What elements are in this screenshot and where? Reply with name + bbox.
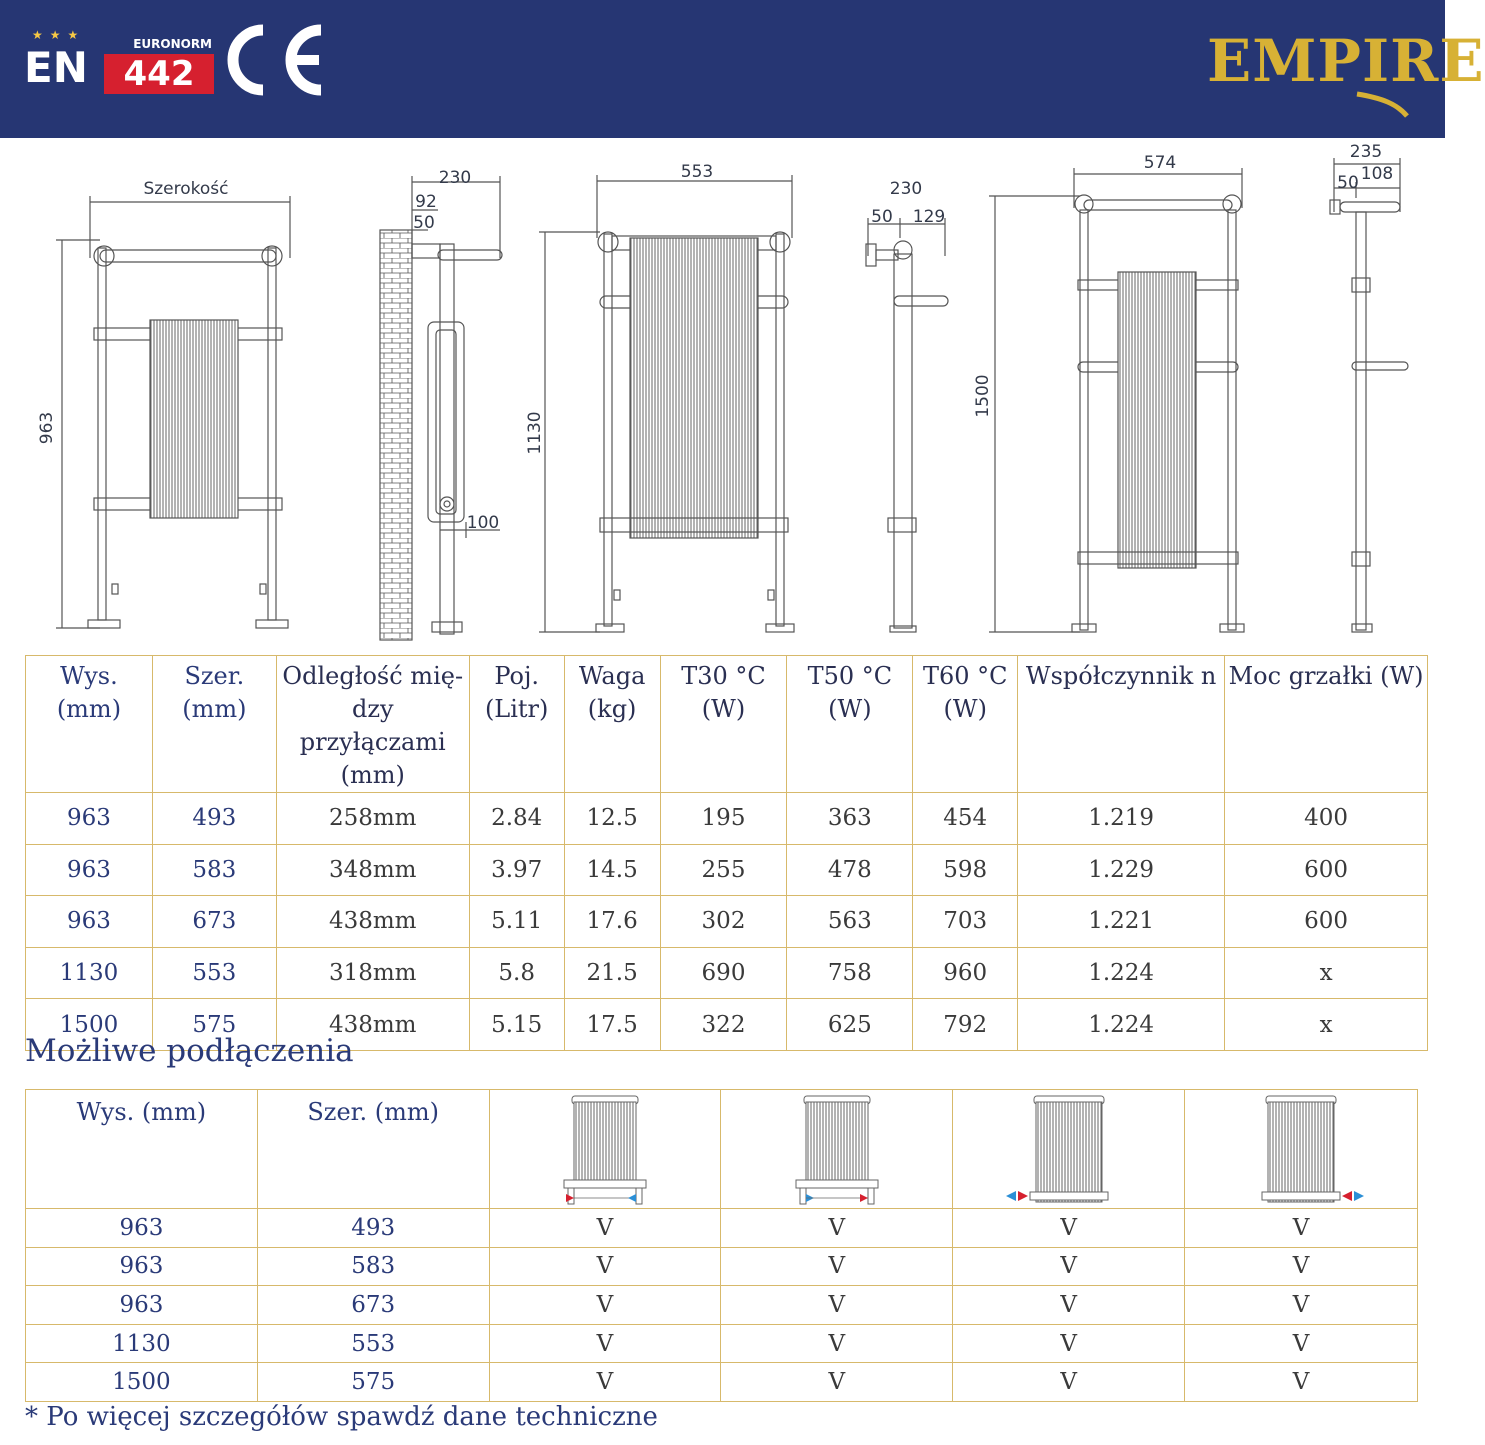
cell: V	[721, 1247, 953, 1286]
cell: 1.219	[1018, 793, 1225, 845]
spec-table	[25, 655, 1428, 1051]
ce-mark-icon	[225, 22, 327, 98]
cell: 12.5	[564, 793, 660, 845]
cell: V	[953, 1247, 1185, 1286]
euronorm-label: EURONORM	[104, 36, 214, 52]
cell: 322	[660, 999, 787, 1051]
cell: V	[953, 1363, 1185, 1402]
technical-drawings	[0, 138, 1445, 650]
cell: 318mm	[276, 947, 469, 999]
cell: 3.97	[469, 844, 564, 896]
dim-depth-230-a: 230	[438, 168, 472, 188]
cell: 963	[26, 1209, 258, 1248]
radiator-front-1500-drawing	[989, 168, 1244, 632]
cell: 17.5	[564, 999, 660, 1051]
cell: 17.6	[564, 896, 660, 948]
cell: 1.224	[1018, 999, 1225, 1051]
col-t60: T60 °C (W)	[913, 656, 1018, 793]
header-banner	[0, 0, 1485, 138]
cell: 575	[152, 999, 276, 1051]
cell: 438mm	[276, 896, 469, 948]
table-row	[26, 1324, 1418, 1363]
euronorm-logo	[24, 28, 214, 94]
radiator-side-wall-drawing	[380, 176, 502, 640]
col-weight: Waga (kg)	[564, 656, 660, 793]
cell: 563	[787, 896, 913, 948]
cell: 363	[787, 793, 913, 845]
cell: 195	[660, 793, 787, 845]
dim-height-1500: 1500	[973, 374, 993, 418]
dim-height-1130: 1130	[525, 411, 545, 455]
connections-table	[25, 1089, 1418, 1402]
footnote: * Po więcej szczegółów spawdź dane techniczne	[25, 1402, 658, 1432]
cell: 5.11	[469, 896, 564, 948]
cell: 438mm	[276, 999, 469, 1051]
cell: 583	[257, 1247, 489, 1286]
radiator-front-1130-drawing	[539, 175, 794, 632]
cell: 673	[257, 1286, 489, 1325]
table-row	[26, 896, 1428, 948]
cell: V	[721, 1363, 953, 1402]
cell: V	[1185, 1286, 1418, 1325]
radiator-front-963-drawing	[56, 196, 290, 628]
table-row	[26, 1209, 1418, 1248]
table-row	[26, 1247, 1418, 1286]
euronorm-number: 442	[104, 54, 214, 94]
cell: 963	[26, 1286, 258, 1325]
dim-depth-50-b: 50	[871, 207, 893, 227]
dim-width-label: Szerokość	[143, 179, 229, 199]
conn-bottom-left-red-icon	[489, 1090, 721, 1209]
cell: 600	[1225, 896, 1428, 948]
cell: 1500	[26, 999, 153, 1051]
cell: 960	[913, 947, 1018, 999]
conn-side-right-icon	[1185, 1090, 1418, 1209]
cell: 553	[257, 1324, 489, 1363]
col-capacity: Poj. (Litr)	[469, 656, 564, 793]
dim-bottom-100: 100	[466, 513, 500, 533]
en-prefix: EN	[24, 43, 88, 92]
cell: 478	[787, 844, 913, 896]
cell: 348mm	[276, 844, 469, 896]
cell: V	[1185, 1363, 1418, 1402]
spec-header-row	[26, 656, 1428, 793]
cell: V	[721, 1324, 953, 1363]
table-row	[26, 947, 1428, 999]
cell: 493	[257, 1209, 489, 1248]
cell: V	[489, 1209, 721, 1248]
dim-depth-230-b: 230	[889, 179, 923, 199]
cell: 575	[257, 1363, 489, 1402]
cell: 302	[660, 896, 787, 948]
cell: 493	[152, 793, 276, 845]
cell: 5.15	[469, 999, 564, 1051]
cell: V	[721, 1209, 953, 1248]
cell: 625	[787, 999, 913, 1051]
cell: 1.221	[1018, 896, 1225, 948]
conn-col-width: Szer. (mm)	[257, 1090, 489, 1209]
cell: 963	[26, 793, 153, 845]
cell: 792	[913, 999, 1018, 1051]
dim-depth-108: 108	[1360, 164, 1394, 184]
radiator-side-1500-drawing	[1330, 158, 1408, 632]
cell: V	[953, 1324, 1185, 1363]
cell: 758	[787, 947, 913, 999]
col-coefficient: Współczynnik n	[1018, 656, 1225, 793]
cell: 5.8	[469, 947, 564, 999]
col-t50: T50 °C (W)	[787, 656, 913, 793]
brand-logo	[1207, 18, 1485, 118]
cell: 963	[26, 844, 153, 896]
cell: V	[489, 1286, 721, 1325]
cell: 1130	[26, 1324, 258, 1363]
dim-depth-129: 129	[912, 207, 946, 227]
cell: 454	[913, 793, 1018, 845]
col-heater-power: Moc grzałki (W)	[1225, 656, 1428, 793]
cell: 673	[152, 896, 276, 948]
table-row	[26, 1363, 1418, 1402]
cell: V	[489, 1247, 721, 1286]
col-width: Szer. (mm)	[152, 656, 276, 793]
table-row	[26, 1286, 1418, 1325]
col-t30: T30 °C (W)	[660, 656, 787, 793]
cell: V	[721, 1286, 953, 1325]
cell: 400	[1225, 793, 1428, 845]
cell: 1130	[26, 947, 153, 999]
cell: V	[1185, 1209, 1418, 1248]
cell: 255	[660, 844, 787, 896]
cell: 1500	[26, 1363, 258, 1402]
cell: V	[489, 1363, 721, 1402]
cell: 583	[152, 844, 276, 896]
connections-header-row	[26, 1090, 1418, 1209]
dim-depth-92: 92	[415, 192, 437, 212]
cell: 258mm	[276, 793, 469, 845]
brand-swash-icon	[1207, 18, 1485, 118]
cell: 14.5	[564, 844, 660, 896]
cell: 963	[26, 896, 153, 948]
cell: 1.229	[1018, 844, 1225, 896]
connections-title: Możliwe podłączenia	[25, 1033, 354, 1069]
cell: 600	[1225, 844, 1428, 896]
col-connection-distance: Odległość mię- dzy przyłączami (mm)	[276, 656, 469, 793]
conn-side-left-icon	[953, 1090, 1185, 1209]
conn-col-height: Wys. (mm)	[26, 1090, 258, 1209]
dim-depth-235: 235	[1349, 142, 1383, 162]
cell: 2.84	[469, 793, 564, 845]
dim-height-963: 963	[37, 411, 57, 445]
cell: V	[489, 1324, 721, 1363]
col-height: Wys. (mm)	[26, 656, 153, 793]
dim-width-553: 553	[680, 162, 714, 182]
star-icons: ★★★	[32, 28, 86, 42]
dim-depth-50-a: 50	[413, 213, 435, 233]
cell: 598	[913, 844, 1018, 896]
cell: x	[1225, 947, 1428, 999]
conn-bottom-left-blue-icon	[721, 1090, 953, 1209]
cell: 690	[660, 947, 787, 999]
cell: 21.5	[564, 947, 660, 999]
table-row	[26, 844, 1428, 896]
brand-name: EMPIRE	[1207, 27, 1485, 95]
cell: V	[1185, 1324, 1418, 1363]
dim-width-574: 574	[1143, 153, 1177, 173]
cell: V	[953, 1209, 1185, 1248]
dim-depth-50-c: 50	[1337, 173, 1359, 193]
cell: x	[1225, 999, 1428, 1051]
cell: V	[953, 1286, 1185, 1325]
cell: 1.224	[1018, 947, 1225, 999]
cell: V	[1185, 1247, 1418, 1286]
radiator-side-1130-drawing	[866, 218, 948, 632]
cell: 963	[26, 1247, 258, 1286]
cell: 703	[913, 896, 1018, 948]
cell: 553	[152, 947, 276, 999]
table-row	[26, 793, 1428, 845]
